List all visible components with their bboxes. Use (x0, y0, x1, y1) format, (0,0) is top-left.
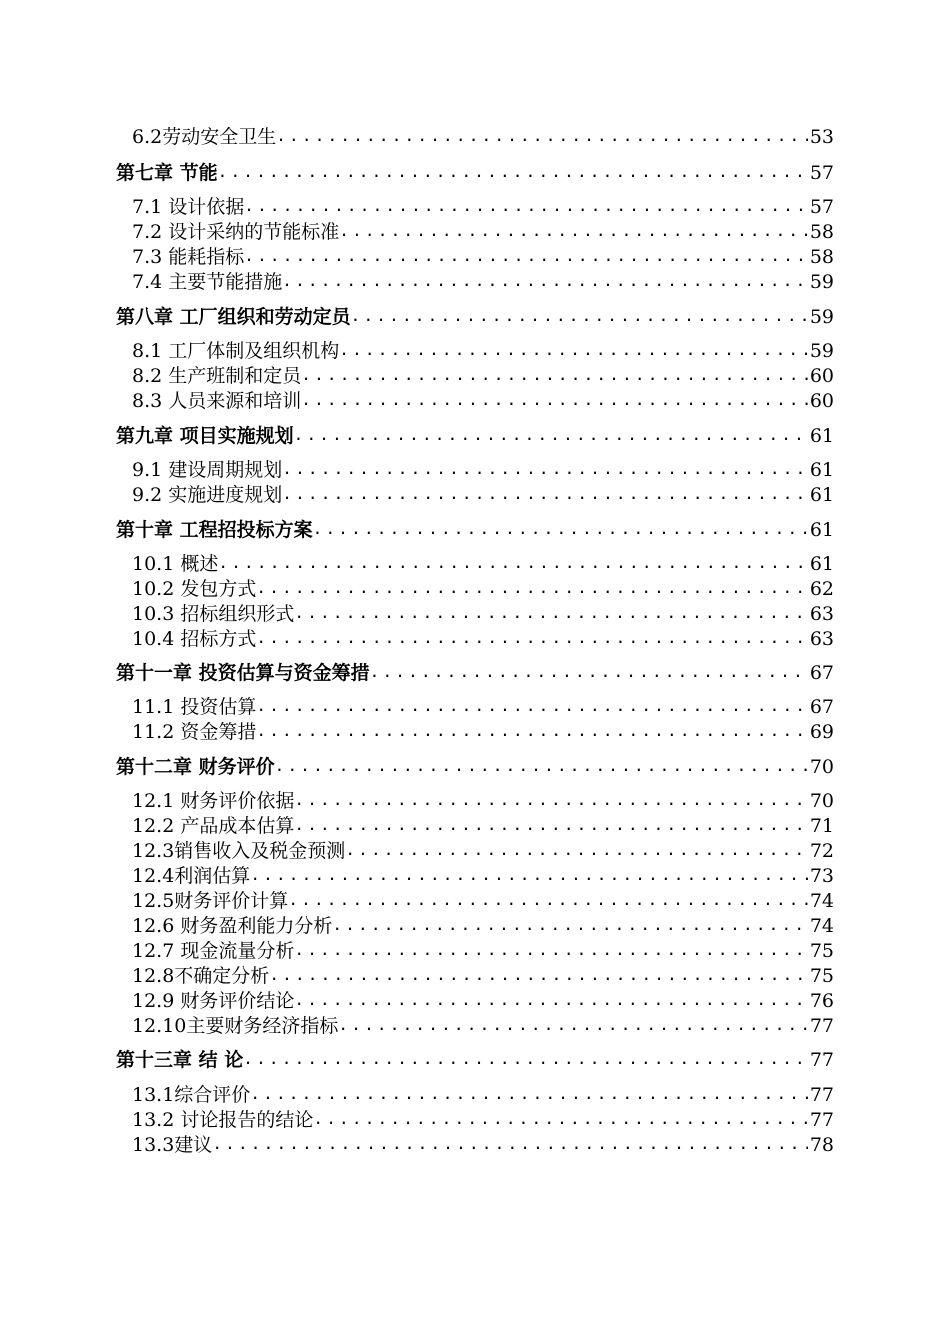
toc-page-number: 69 (809, 721, 834, 743)
dot-leader (345, 839, 808, 862)
toc-section-entry[interactable] (132, 480, 834, 506)
toc-section-entry[interactable] (132, 1130, 834, 1156)
toc-page-number: 60 (809, 365, 834, 387)
toc-entry-title: 第十章 工程招投标方案 (116, 519, 313, 541)
toc-section-entry[interactable] (132, 267, 834, 293)
toc-page-number: 78 (809, 1134, 834, 1156)
toc-page-number: 67 (809, 662, 834, 684)
toc-page-number: 77 (809, 1084, 834, 1106)
toc-page-number: 61 (809, 425, 834, 447)
dot-leader (301, 364, 808, 387)
toc-entry-title: 8.3 人员来源和培训 (132, 390, 302, 412)
toc-entry-title: 13.3建议 (132, 1134, 213, 1156)
toc-section-entry[interactable] (132, 986, 834, 1012)
dot-leader (212, 1133, 808, 1156)
dot-leader (256, 695, 807, 718)
toc-section-entry[interactable] (132, 836, 834, 862)
dot-leader (294, 789, 807, 812)
toc-section-entry[interactable] (132, 386, 834, 412)
toc-entry-title: 13.1综合评价 (132, 1084, 251, 1106)
toc-page-number: 70 (809, 790, 834, 812)
toc-entry-title: 12.5财务评价计算 (132, 890, 289, 912)
toc-page-number: 57 (809, 162, 834, 184)
toc-section-entry[interactable] (132, 786, 834, 812)
dot-leader (282, 458, 808, 481)
dot-leader (244, 245, 808, 268)
toc-entry-title: 第七章 节能 (116, 162, 218, 184)
toc-entry-title: 第十二章 财务评价 (116, 756, 275, 778)
toc-page-number: 61 (809, 519, 834, 541)
dot-leader (276, 125, 808, 148)
toc-section-entry[interactable] (132, 861, 834, 887)
dot-leader (288, 889, 808, 912)
dot-leader (294, 939, 807, 962)
toc-section-entry[interactable] (132, 455, 834, 481)
toc-entry-title: 10.2 发包方式 (132, 578, 257, 600)
dot-leader (218, 161, 808, 184)
dot-leader (256, 720, 807, 743)
toc-section-entry[interactable] (132, 717, 834, 743)
toc-entry-title: 11.2 资金筹措 (132, 721, 257, 743)
toc-section-entry[interactable] (132, 886, 834, 912)
toc-entry-title: 7.2 设计采纳的节能标准 (132, 221, 340, 243)
toc-section-entry[interactable] (132, 961, 834, 987)
toc-entry-title: 8.1 工厂体制及组织机构 (132, 340, 340, 362)
toc-entry-title: 10.3 招标组织形式 (132, 603, 295, 625)
toc-page-number: 67 (809, 696, 834, 718)
dot-leader (313, 518, 808, 541)
toc-chapter-entry[interactable] (116, 658, 834, 684)
toc-entry-title: 12.8不确定分析 (132, 965, 270, 987)
toc-page-number: 77 (809, 1049, 834, 1071)
toc-entry-title: 10.4 招标方式 (132, 628, 257, 650)
toc-page-number: 77 (809, 1109, 834, 1131)
dot-leader (282, 483, 808, 506)
toc-section-entry[interactable] (132, 911, 834, 937)
toc-entry-title: 12.6 财务盈利能力分析 (132, 915, 333, 937)
toc-section-entry[interactable] (132, 1011, 834, 1037)
toc-page-number: 53 (809, 126, 834, 148)
toc-page-number: 75 (809, 940, 834, 962)
toc-entry-title: 第八章 工厂组织和劳动定员 (116, 306, 351, 328)
toc-section-entry[interactable] (132, 599, 834, 625)
dot-leader (269, 964, 808, 987)
toc-page-number: 59 (809, 306, 834, 328)
toc-page-number: 71 (809, 815, 834, 837)
toc-entry-title: 12.1 财务评价依据 (132, 790, 295, 812)
dot-leader (250, 1083, 808, 1106)
toc-entry-title: 7.4 主要节能措施 (132, 271, 283, 293)
toc-entry-title: 12.2 产品成本估算 (132, 815, 295, 837)
toc-page-number: 75 (809, 965, 834, 987)
toc-entry-title: 12.7 现金流量分析 (132, 940, 295, 962)
dot-leader (338, 1014, 807, 1037)
toc-page-number: 59 (809, 340, 834, 362)
toc-entry-title: 12.10主要财务经济指标 (132, 1015, 339, 1037)
toc-page-number: 73 (809, 865, 834, 887)
toc-section-entry[interactable] (132, 217, 834, 243)
toc-section-entry[interactable] (132, 811, 834, 837)
toc-chapter-entry[interactable] (116, 302, 834, 328)
dot-leader (301, 389, 808, 412)
toc-page-number: 72 (809, 840, 834, 862)
toc-page-number: 74 (809, 915, 834, 937)
toc-section-entry[interactable] (132, 122, 834, 148)
toc-section-entry[interactable] (132, 361, 834, 387)
toc-entry-title: 6.2劳动安全卫生 (132, 126, 277, 148)
toc-page-number: 76 (809, 990, 834, 1012)
toc-section-entry[interactable] (132, 692, 834, 718)
toc-entry-title: 10.1 概述 (132, 553, 219, 575)
toc-page-number: 63 (809, 628, 834, 650)
dot-leader (351, 305, 808, 328)
dot-leader (294, 814, 807, 837)
dot-leader (250, 864, 808, 887)
toc-page-number: 62 (809, 578, 834, 600)
toc-entry-title: 7.3 能耗指标 (132, 246, 245, 268)
dot-leader (218, 552, 807, 575)
dot-leader (256, 577, 807, 600)
toc-page-number: 59 (809, 271, 834, 293)
toc-section-entry[interactable] (132, 192, 834, 218)
toc-chapter-entry[interactable] (116, 158, 834, 184)
toc-page-number: 61 (809, 484, 834, 506)
toc-page-number: 57 (809, 196, 834, 218)
toc-entry-title: 12.9 财务评价结论 (132, 990, 295, 1012)
dot-leader (339, 220, 808, 243)
toc-page-number: 63 (809, 603, 834, 625)
dot-leader (332, 914, 807, 937)
toc-section-entry[interactable] (132, 336, 834, 362)
dot-leader (294, 602, 807, 625)
toc-page-number: 70 (809, 756, 834, 778)
toc-entry-title: 第十三章 结 论 (116, 1049, 244, 1071)
toc-chapter-entry[interactable] (116, 752, 834, 778)
toc-section-entry[interactable] (132, 1105, 834, 1131)
dot-leader (275, 755, 808, 778)
toc-entry-title: 第九章 项目实施规划 (116, 425, 294, 447)
toc-entry-title: 9.2 实施进度规划 (132, 484, 283, 506)
toc-section-entry[interactable] (132, 574, 834, 600)
toc-chapter-entry[interactable] (116, 421, 834, 447)
dot-leader (282, 270, 808, 293)
toc-entry-title: 13.2 讨论报告的结论 (132, 1109, 314, 1131)
toc-entry-title: 12.4利润估算 (132, 865, 251, 887)
dot-leader (294, 989, 807, 1012)
toc-section-entry[interactable] (132, 624, 834, 650)
dot-leader (244, 195, 808, 218)
toc-entry-title: 7.1 设计依据 (132, 196, 245, 218)
toc-entry-title: 9.1 建设周期规划 (132, 459, 283, 481)
toc-section-entry[interactable] (132, 1080, 834, 1106)
dot-leader (256, 627, 807, 650)
toc-chapter-entry[interactable] (116, 515, 834, 541)
dot-leader (294, 424, 808, 447)
toc-page-number: 61 (809, 459, 834, 481)
toc-page-number: 77 (809, 1015, 834, 1037)
toc-page-number: 58 (809, 221, 834, 243)
dot-leader (339, 339, 808, 362)
toc-page-number: 58 (809, 246, 834, 268)
toc-entry-title: 11.1 投资估算 (132, 696, 257, 718)
toc-section-entry[interactable] (132, 242, 834, 268)
toc-page-number: 61 (809, 553, 834, 575)
toc-section-entry[interactable] (132, 936, 834, 962)
dot-leader (243, 1048, 808, 1071)
toc-page-number: 60 (809, 390, 834, 412)
dot-leader (370, 661, 808, 684)
toc-entry-title: 12.3销售收入及税金预测 (132, 840, 346, 862)
toc-page-number: 74 (809, 890, 834, 912)
dot-leader (313, 1108, 807, 1131)
toc-chapter-entry[interactable] (116, 1045, 834, 1071)
toc-entry-title: 8.2 生产班制和定员 (132, 365, 302, 387)
toc-entry-title: 第十一章 投资估算与资金筹措 (116, 662, 370, 684)
toc-section-entry[interactable] (132, 549, 834, 575)
